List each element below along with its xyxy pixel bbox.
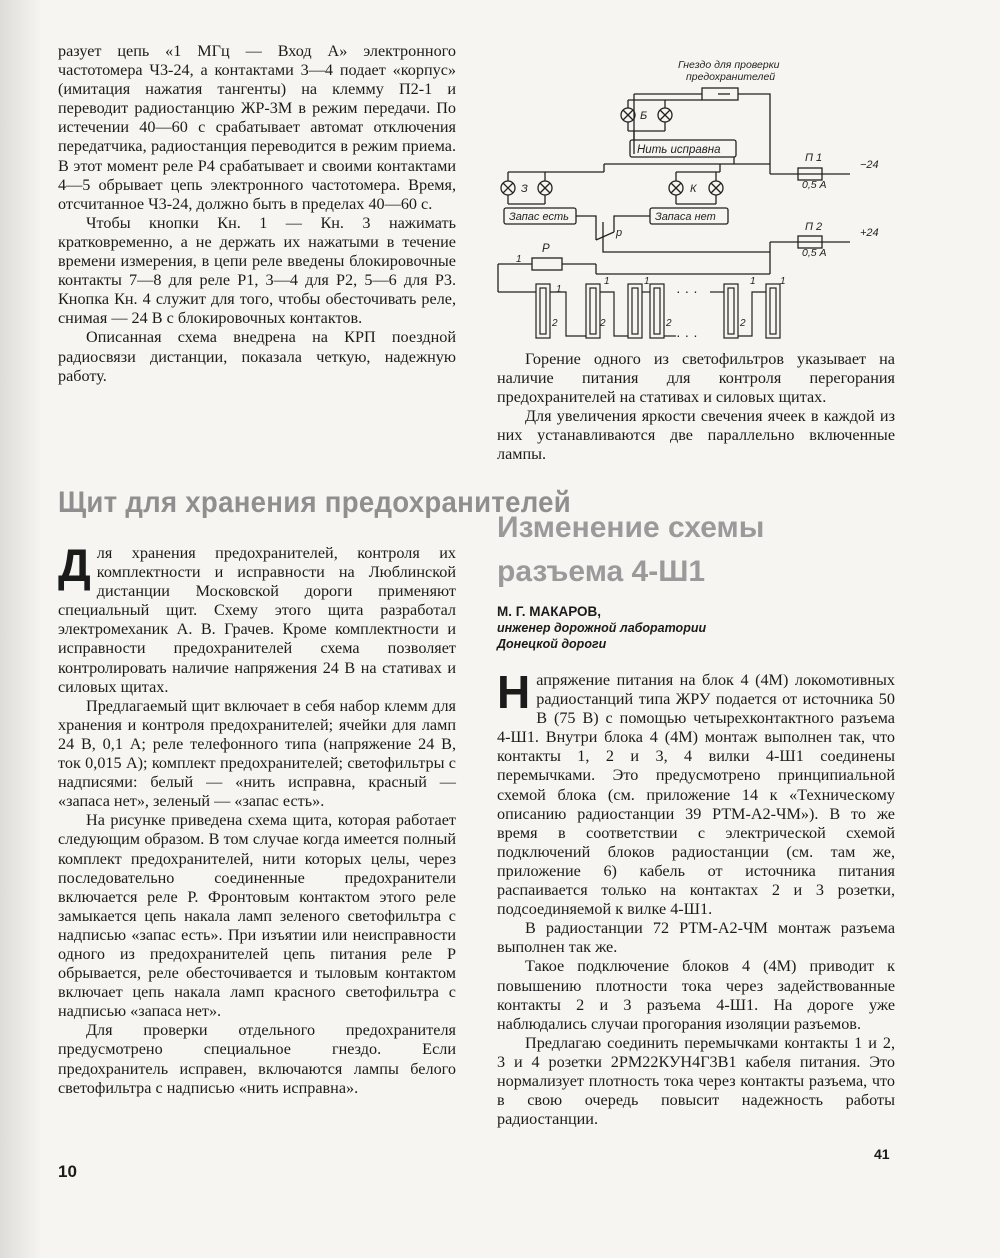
fuse-p1-label: П 1: [805, 152, 823, 164]
drop-cap: Д: [58, 539, 91, 591]
heading-line: Изменение схемы: [497, 511, 765, 544]
author-role: инженер дорожной лаборатории: [497, 621, 707, 635]
pin-label: 1: [516, 254, 522, 265]
pin-label: 1: [556, 284, 562, 295]
pin-label: 2: [600, 318, 606, 329]
relay-contact-label: р: [616, 227, 623, 239]
filter-label-stock: Запас есть: [509, 211, 569, 223]
pin-label: 1: [604, 276, 610, 287]
paragraph: Предлагаемый щит включает в себя набор клемм для хранения и контроля предохранителей; ячейки для ламп 24 В, 0,1 А; реле телефонного типа (напряжение 24 В, ток 0,015 А); комплект предохранителей; светофильтры с надписями: белый — «нить исправна, красный — «запаса нет», зеленый — «запас есть».: [58, 696, 456, 811]
article-heading-connector: [497, 506, 797, 594]
ellipsis-bottom: · · ·: [676, 327, 698, 343]
pin-label: 1: [750, 276, 756, 287]
page-number-left: 10: [58, 1162, 77, 1181]
circuit-diagram: [490, 52, 890, 347]
pin-label: 2: [666, 318, 672, 329]
paragraph: На рисунке приведена схема щита, которая работает следующим образом. В том случае когда имеется полный комплект предохранителей, нити которых целы, через последовательно соединенные предохранители включается реле Р. Фронтовым контактом этого реле замыкается цепь накала ламп зеленого светофильтра с надписью «запас есть». При изъятии или неисправности одного из предохранителей цепь питания реле Р обрывается, реле обесточивается и тыловым контактом включает цепь накала ламп красного светофильтра с надписью «запаса нет».: [58, 811, 456, 1021]
right-column-figure-text: [497, 350, 895, 465]
voltage-minus: −24: [860, 159, 879, 171]
author-byline: [497, 604, 897, 652]
page-number-right: 41: [874, 1146, 890, 1162]
socket-caption: предохранителей: [686, 71, 776, 83]
left-column-article: [58, 539, 456, 1098]
pin-label: 2: [552, 318, 558, 329]
left-column-intro: [58, 42, 456, 386]
paragraph: Предлагаю соединить перемычками контакты 1 и 2, 3 и 4 розетки 2РМ22КУН4Г3В1 кабеля питания. Это нормализует плотность тока через контакты разъема, что в свою очередь повысит надежность работы радиостанции.: [497, 1033, 895, 1129]
relay-label: Р: [542, 243, 550, 255]
voltage-plus: +24: [860, 227, 879, 239]
paragraph-text: апряжение питания на блок 4 (4М) локомотивных радиостанций типа ЖРУ подается от источника 50 В (75 В) с помощью четырехконтактного разъема 4-Ш1. Внутри блока 4 (4М) монтаж выполнен так, что контакты 1, 2 и 3, 4 вилки 4-Ш1 соединены перемычками. Это предусмотрено принципиальной схемой блока (см. приложение 14 к «Техническому описанию радиостанции 39 РТМ-А2-ЧМ»). В то же время в соответствии с электрической схемой подключений блоков радиостанции (см. там же, приложение 6) кабель от источника питания распаивается только на контактах 2 и 3 розетки, подсоединяемой к вилке 4-Ш1.: [497, 671, 895, 919]
pin-label: 2: [740, 318, 746, 329]
filter-label-ok: Нить исправна: [637, 144, 721, 156]
right-column-article: [497, 666, 895, 1129]
lamp-label: З: [521, 183, 528, 195]
heading-line: разъема 4-Ш1: [497, 555, 706, 588]
ellipsis-top: · · ·: [676, 283, 698, 299]
paragraph: разует цепь «1 МГц — Вход А» электронного частотомера Ч3-24, а контактами 3—4 подает «корпус» (имитация нажатия тангенты) на клемму П2-1 и переводит радиостанцию ЖР-3М в режим передачи. По истечении 40—60 с срабатывает автомат отключения передатчика, радиостанция переводится в режим приема. В этот момент реле Р4 срабатывает и своими контактами 4—5 обрывает цепь электронного частотомера. Время, отсчитанное Ч3-24, должно быть в пределах 40—60 с.: [58, 42, 456, 213]
lamp-label: К: [690, 183, 697, 195]
author-role: Донецкой дороги: [497, 637, 607, 651]
page-gutter-shadow: [0, 0, 42, 1258]
fuse-chain: [498, 274, 780, 338]
relay-coil: [532, 258, 562, 270]
paragraph-first: [497, 666, 895, 919]
paragraph-text: ля хранения предохранителей, контроля их комплектности и исправности на Люблинской дистанции Московской дороги применяют специальный щит. Схему этого щита разработал электромеханик А. В. Грачев. Кроме комплектности и исправности предохранителей схема позволяет контролировать наличие напряжения 24 В на стативах и силовых щитах.: [58, 544, 456, 696]
paragraph: Описанная схема внедрена на КРП поездной радиосвязи дистанции, показала четкую, надежную работу.: [58, 328, 456, 385]
paragraph: Горение одного из светофильтров указывает на наличие питания для контроля перегорания предохранителей на стативах и силовых щитах.: [497, 350, 895, 407]
drop-cap: Н: [497, 666, 531, 718]
author-name: М. Г. МАКАРОВ,: [497, 604, 602, 619]
fuse-p2-rating: 0,5 А: [802, 247, 827, 259]
paragraph: Для проверки отдельного предохранителя предусмотрено специальное гнездо. Если предохранитель исправен, включаются лампы белого светофильтра с надписью «нить исправна».: [58, 1021, 456, 1097]
lamp-label: Б: [640, 110, 648, 122]
fuse-p1-rating: 0,5 А: [802, 179, 827, 191]
paragraph-first: [58, 539, 456, 697]
paragraph: Чтобы кнопки Кн. 1 — Кн. 3 нажимать кратковременно, а не держать их нажатыми в течение времени измерения, в цепи реле введены блокировочные контакты 7—8 для реле Р1, 3—4 для Р2, 5—6 для Р3. Кнопка Кн. 4 служит для того, чтобы обесточивать реле, снимая — 24 В с блокировочных контактов.: [58, 213, 456, 328]
pin-label: 1: [644, 276, 650, 287]
paragraph: Для увеличения яркости свечения ячеек в каждой из них устанавливаются две параллельно включенные лампы.: [497, 407, 895, 464]
article-heading-fuse-panel: Щит для хранения предохранителей: [58, 486, 572, 519]
paragraph: В радиостанции 72 РТМ-А2-ЧМ монтаж разъема выполнен так же.: [497, 919, 895, 957]
filter-label-nostock: Запаса нет: [655, 211, 716, 223]
socket-caption: Гнездо для проверки: [678, 59, 780, 71]
paragraph: Такое подключение блоков 4 (4М) приводит к повышению плотности тока через задействованные контакты 2 и 3 разъема 4-Ш1. На дороге уже наблюдались случаи прогорания изоляции разъемов.: [497, 957, 895, 1033]
pin-label: 1: [780, 276, 786, 287]
fuse-p2-label: П 2: [805, 221, 823, 233]
